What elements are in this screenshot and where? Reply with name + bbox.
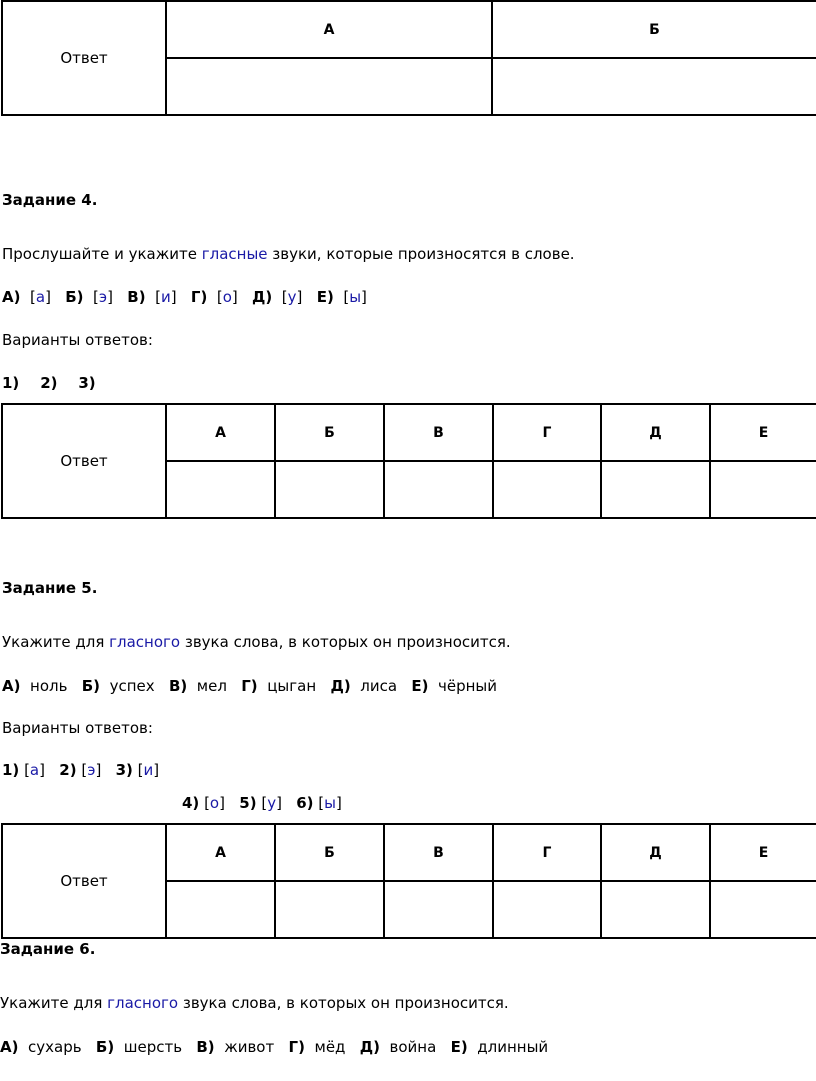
answer-cell[interactable] — [166, 461, 275, 518]
task4-title: Задание 4. — [2, 191, 98, 209]
column-header: А — [166, 824, 275, 881]
variant-sound: и — [143, 761, 154, 779]
task5-prompt — [2, 632, 511, 652]
option-word: чёрный — [437, 677, 497, 695]
answer-cell[interactable] — [601, 881, 710, 938]
variant-number: 2) — [59, 761, 77, 779]
prompt-text: Прослушайте и укажите — [2, 245, 202, 263]
option-letter: В) — [196, 1038, 215, 1056]
column-header: Г — [493, 824, 601, 881]
option-word: длинный — [477, 1038, 549, 1056]
option-word: ноль — [30, 677, 68, 695]
task4-prompt — [2, 244, 575, 264]
option-word: живот — [224, 1038, 275, 1056]
prompt-highlight: гласного — [107, 994, 179, 1012]
prompt-text: звуки, которые произносятся в слове. — [267, 245, 575, 263]
variant-number: 5) — [239, 794, 257, 812]
task5-options — [2, 676, 497, 696]
option-letter: А) — [2, 288, 21, 306]
option-letter: Е) — [411, 677, 429, 695]
answer-cell[interactable] — [384, 881, 493, 938]
task5-variants-label: Варианты ответов: — [2, 719, 153, 737]
task6-prompt — [0, 993, 509, 1013]
column-header: А — [166, 404, 275, 461]
column-header: Б — [275, 404, 384, 461]
option-word: мел — [196, 677, 227, 695]
answer-cell[interactable] — [275, 461, 384, 518]
column-header: В — [384, 824, 493, 881]
prompt-text: звука слова, в которых он произносится. — [178, 994, 509, 1012]
option-word: сухарь — [28, 1038, 82, 1056]
column-header: Д — [601, 824, 710, 881]
variant-sound: а — [29, 761, 40, 779]
option-word: успех — [109, 677, 155, 695]
option-letter: Е) — [316, 288, 334, 306]
answer-cell[interactable] — [493, 881, 601, 938]
option-sound: ы — [349, 288, 362, 306]
prompt-text: Укажите для — [2, 633, 110, 651]
prompt-highlight: гласные — [201, 245, 268, 263]
answer-cell[interactable] — [492, 58, 816, 115]
variant-number: 1) — [2, 374, 20, 392]
answer-row-label: Ответ — [2, 1, 166, 115]
prompt-text: Укажите для — [0, 994, 108, 1012]
variant-number: 3) — [115, 761, 133, 779]
variant-sound: ы — [324, 794, 336, 812]
option-word: шерсть — [123, 1038, 183, 1056]
task5-variants-row1: 1) [а] 2) [э] 3) [и] — [2, 761, 160, 779]
option-sound: и — [160, 288, 171, 306]
variant-sound: о — [209, 794, 220, 812]
option-letter: Д) — [252, 288, 273, 306]
answer-table-top — [1, 0, 816, 116]
variant-number: 1) — [2, 761, 20, 779]
option-letter: Б) — [65, 288, 84, 306]
option-sound: о — [222, 288, 232, 306]
option-sound: э — [98, 288, 108, 306]
task5-title: Задание 5. — [2, 579, 98, 597]
column-header: Е — [710, 404, 816, 461]
option-letter: Г) — [190, 288, 208, 306]
answer-cell[interactable] — [710, 461, 816, 518]
option-word: лиса — [360, 677, 398, 695]
option-letter: В) — [168, 677, 188, 695]
option-letter: Г) — [241, 677, 258, 695]
column-header: Б — [492, 1, 816, 58]
option-word: цыган — [267, 677, 317, 695]
option-letter: Д) — [359, 1038, 380, 1056]
variant-sound: у — [267, 794, 277, 812]
option-sound: а — [35, 288, 46, 306]
answer-cell[interactable] — [384, 461, 493, 518]
answer-cell[interactable] — [166, 881, 275, 938]
column-header: В — [384, 404, 493, 461]
task6-title: Задание 6. — [0, 940, 96, 958]
variant-number: 4) — [182, 794, 200, 812]
option-letter: В) — [127, 288, 146, 306]
option-sound: у — [287, 288, 297, 306]
variant-number: 2) — [40, 374, 58, 392]
variant-number: 6) — [296, 794, 314, 812]
option-word: мёд — [314, 1038, 346, 1056]
answer-cell[interactable] — [493, 461, 601, 518]
option-letter: Б) — [81, 677, 101, 695]
variant-sound: э — [87, 761, 96, 779]
option-letter: А) — [2, 677, 21, 695]
option-letter: А) — [0, 1038, 19, 1056]
option-letter: Д) — [330, 677, 351, 695]
answer-cell[interactable] — [166, 58, 492, 115]
task4-variants — [2, 373, 96, 393]
task6-options — [0, 1037, 548, 1057]
answer-row-label: Ответ — [2, 824, 166, 938]
answer-table-task5 — [1, 823, 816, 939]
answer-cell[interactable] — [710, 881, 816, 938]
column-header: Е — [710, 824, 816, 881]
column-header: Г — [493, 404, 601, 461]
answer-cell[interactable] — [601, 461, 710, 518]
task4-variants-label: Варианты ответов: — [2, 331, 153, 349]
prompt-highlight: гласного — [109, 633, 181, 651]
column-header: Б — [275, 824, 384, 881]
task4-options: А) [а] Б) [э] В) [и] Г) [о] Д) [у] Е) [ы] — [2, 288, 367, 306]
option-letter: Е) — [450, 1038, 468, 1056]
answer-row-label: Ответ — [2, 404, 166, 518]
variant-number: 3) — [78, 374, 96, 392]
column-header: Д — [601, 404, 710, 461]
option-word: война — [389, 1038, 437, 1056]
prompt-text: звука слова, в которых он произносится. — [180, 633, 511, 651]
answer-table-task4 — [1, 403, 816, 519]
option-letter: Г) — [288, 1038, 305, 1056]
task5-variants-row2: 4) [о] 5) [у] 6) [ы] — [182, 794, 342, 812]
column-header: А — [166, 1, 492, 58]
option-letter: Б) — [95, 1038, 115, 1056]
answer-cell[interactable] — [275, 881, 384, 938]
